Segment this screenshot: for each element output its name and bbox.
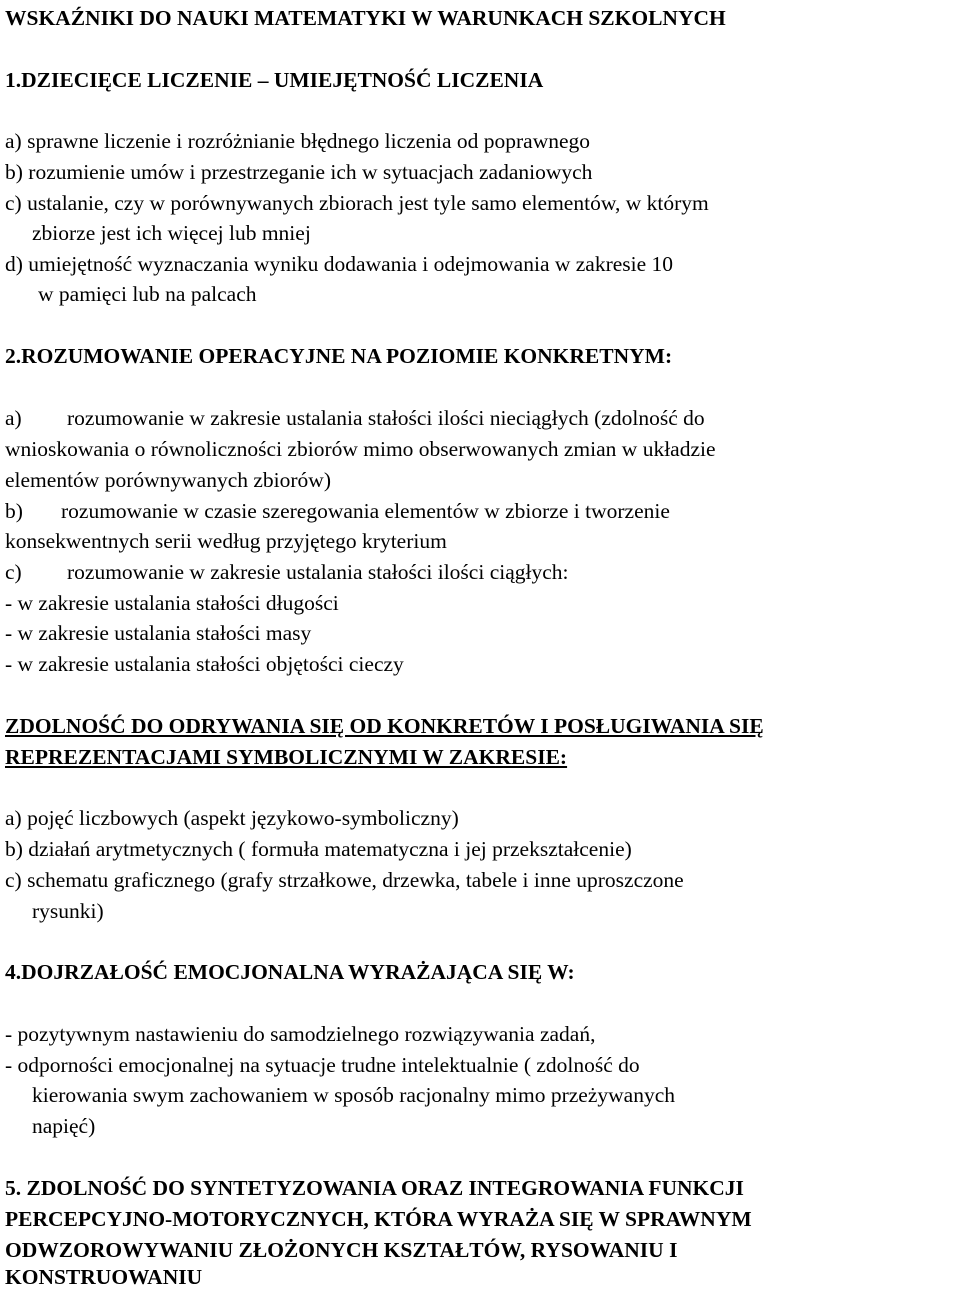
section-1-item-d: d) umiejętność wyznaczania wyniku dodawania i odejmowania w zakresie 10 bbox=[5, 252, 674, 276]
section-2-sub-item: - w zakresie ustalania stałości objętości cieczy bbox=[5, 652, 404, 676]
section-2-item-b-line-1: rozumowanie w czasie szeregowania elementów w zbiorze i tworzenie bbox=[61, 499, 670, 523]
section-2-item-a-line-1: rozumowanie w zakresie ustalania stałości ilości nieciągłych (zdolność do bbox=[67, 406, 705, 430]
section-4-item-2-cont-2: napięć) bbox=[32, 1114, 96, 1138]
section-2-item-a-line-3: elementów porównywanych zbiorów) bbox=[5, 468, 331, 492]
document-title: WSKAŹNIKI DO NAUKI MATEMATYKI W WARUNKACH SZKOLNYCH bbox=[5, 6, 726, 30]
section-2-item-a-marker: a) bbox=[5, 406, 22, 430]
section-2-item-a-line-2: wnioskowania o równoliczności zbiorów mimo obserwowanych zmian w układzie bbox=[5, 437, 716, 461]
section-2-sub-item: - w zakresie ustalania stałości masy bbox=[5, 621, 312, 645]
section-1-item-c-cont: zbiorze jest ich więcej lub mniej bbox=[32, 221, 311, 245]
section-4-item-2-cont: kierowania swym zachowaniem w sposób racjonalny mimo przeżywanych bbox=[32, 1083, 676, 1107]
section-4-heading: 4.DOJRZAŁOŚĆ EMOCJONALNA WYRAŻAJĄCA SIĘ W: bbox=[5, 960, 575, 984]
section-2-item-b-marker: b) bbox=[5, 499, 23, 523]
section-5-heading-line-3: ODWZOROWYWANIU ZŁOŻONYCH KSZTAŁTÓW, RYSOWANIU I bbox=[5, 1238, 678, 1262]
section-2-heading: 2.ROZUMOWANIE OPERACYJNE NA POZIOMIE KONKRETNYM: bbox=[5, 344, 673, 368]
section-1-item-a: a) sprawne liczenie i rozróżnianie błędnego liczenia od poprawnego bbox=[5, 129, 591, 153]
section-3-item-c-cont: rysunki) bbox=[32, 899, 104, 923]
section-3-item-b: b) działań arytmetycznych ( formuła matematyczna i jej przekształcenie) bbox=[5, 837, 632, 861]
section-2-item-b-line-2: konsekwentnych serii według przyjętego kryterium bbox=[5, 529, 447, 553]
section-3-heading-line-2: REPREZENTACJAMI SYMBOLICZNYMI W ZAKRESIE: bbox=[5, 745, 568, 769]
section-5-heading-line-4: KONSTRUOWANIU bbox=[5, 1265, 203, 1289]
section-2-item-c-marker: c) bbox=[5, 560, 22, 584]
section-1-item-b: b) rozumienie umów i przestrzeganie ich w sytuacjach zadaniowych bbox=[5, 160, 593, 184]
section-4-item-1: - pozytywnym nastawieniu do samodzielnego rozwiązywania zadań, bbox=[5, 1022, 596, 1046]
section-1-item-d-cont: w pamięci lub na palcach bbox=[38, 282, 257, 306]
section-1-item-c: c) ustalanie, czy w porównywanych zbiorach jest tyle samo elementów, w którym bbox=[5, 191, 709, 215]
section-3-item-a: a) pojęć liczbowych (aspekt językowo-symboliczny) bbox=[5, 806, 459, 830]
section-5-heading-line-1: 5. ZDOLNOŚĆ DO SYNTETYZOWANIA ORAZ INTEGROWANIA FUNKCJI bbox=[5, 1176, 744, 1200]
section-3-item-c: c) schematu graficznego (grafy strzałkowe, drzewka, tabele i inne uproszczone bbox=[5, 868, 684, 892]
section-3-heading-line-1: ZDOLNOŚĆ DO ODRYWANIA SIĘ OD KONKRETÓW I POSŁUGIWANIA SIĘ bbox=[5, 714, 764, 738]
section-1-heading: 1.DZIECIĘCE LICZENIE – UMIEJĘTNOŚĆ LICZENIA bbox=[5, 68, 544, 92]
section-2-sub-item: - w zakresie ustalania stałości długości bbox=[5, 591, 339, 615]
section-4-item-2: - odporności emocjonalnej na sytuacje trudne intelektualnie ( zdolność do bbox=[5, 1053, 640, 1077]
section-2-item-c-line-1: rozumowanie w zakresie ustalania stałości ilości ciągłych: bbox=[67, 560, 569, 584]
section-5-heading-line-2: PERCEPCYJNO-MOTORYCZNYCH, KTÓRA WYRAŻA SIĘ W SPRAWNYM bbox=[5, 1207, 752, 1231]
